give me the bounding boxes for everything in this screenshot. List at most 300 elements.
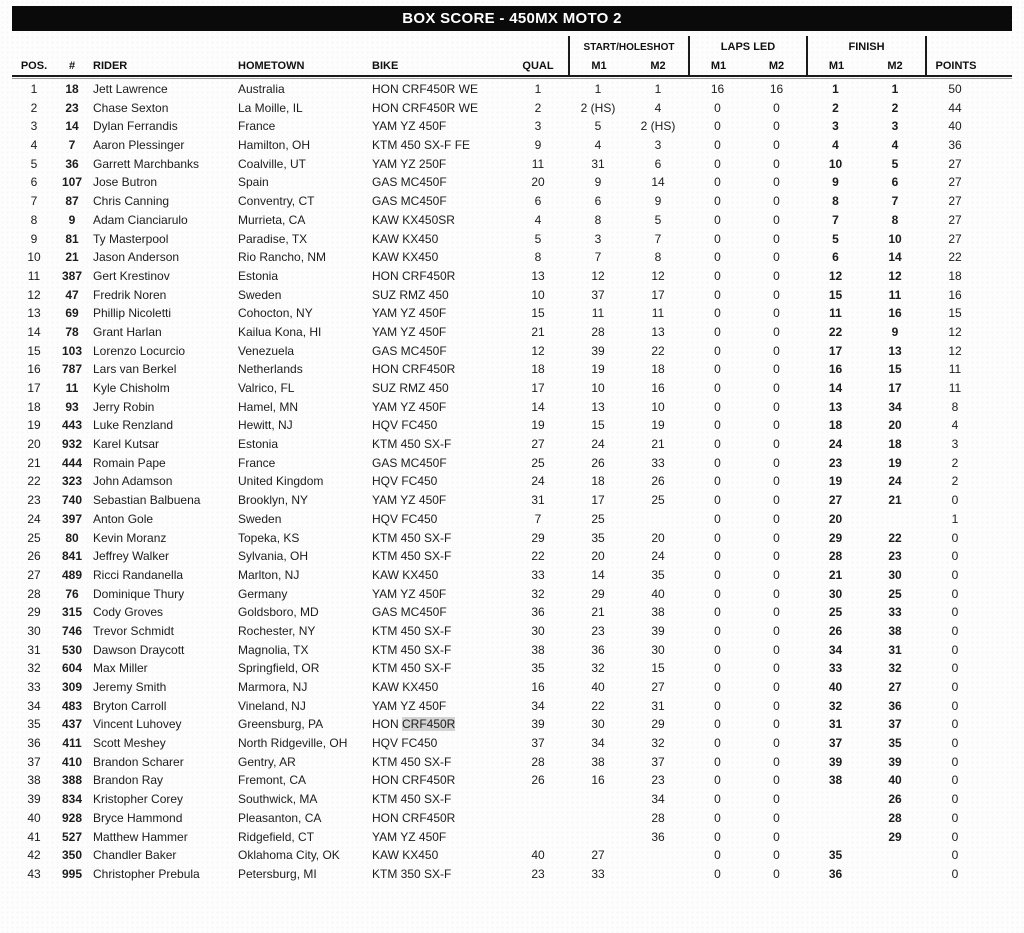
cell: 0 bbox=[714, 231, 721, 246]
cell: 14 bbox=[591, 567, 605, 582]
cell: Hamilton, OH bbox=[238, 138, 311, 153]
cell: 36 bbox=[27, 736, 41, 751]
cell: 0 bbox=[773, 661, 780, 676]
cell: 0 bbox=[951, 810, 959, 825]
cell: KAW KX450SR bbox=[372, 212, 455, 227]
cell: 444 bbox=[61, 455, 83, 470]
cell: 4 bbox=[654, 100, 662, 115]
table-row bbox=[12, 398, 1012, 417]
cell: Jeffrey Walker bbox=[93, 549, 170, 564]
cell: 6 bbox=[30, 175, 38, 190]
cell bbox=[508, 809, 568, 828]
cell: 30 bbox=[27, 623, 41, 638]
cell: KTM 450 SX-F bbox=[372, 549, 452, 564]
cell: 0 bbox=[951, 549, 959, 564]
column-header-rider: RIDER bbox=[93, 60, 128, 72]
cell: Ridgefield, CT bbox=[238, 829, 315, 844]
cell: 37 bbox=[828, 736, 843, 751]
cell: 28 bbox=[888, 810, 902, 825]
cell: 9 bbox=[832, 175, 839, 190]
cell: 37 bbox=[591, 287, 605, 302]
cell: 0 bbox=[714, 493, 721, 508]
cell: 0 bbox=[773, 100, 780, 115]
cell: 0 bbox=[773, 268, 780, 283]
cell: Valrico, FL bbox=[238, 381, 295, 395]
cell: Sweden bbox=[238, 287, 282, 302]
cell: 0 bbox=[714, 474, 721, 489]
cell: 14 bbox=[651, 175, 665, 190]
cell: Kyle Chisholm bbox=[93, 381, 170, 395]
cell: 11 bbox=[888, 287, 902, 302]
cell: 0 bbox=[773, 306, 780, 321]
cell: 27 bbox=[948, 231, 962, 246]
table-row bbox=[12, 136, 1012, 155]
cell: 23 bbox=[888, 549, 902, 564]
table-row bbox=[12, 435, 1012, 454]
cell bbox=[806, 828, 865, 847]
cell: 0 bbox=[773, 212, 780, 227]
cell: YAM YZ 450F bbox=[372, 493, 447, 508]
cell: 30 bbox=[531, 623, 545, 638]
table-row bbox=[12, 697, 1012, 716]
cell: Greensburg, PA bbox=[238, 717, 324, 732]
cell: HQV FC450 bbox=[372, 474, 438, 489]
cell: 38 bbox=[888, 623, 902, 638]
cell: 8 bbox=[654, 250, 662, 265]
cell: 0 bbox=[714, 250, 721, 265]
cell: 604 bbox=[61, 661, 83, 676]
cell: 18 bbox=[651, 362, 665, 377]
cell: Netherlands bbox=[238, 362, 303, 377]
cell: 8 bbox=[594, 212, 602, 227]
table-row bbox=[12, 715, 1012, 734]
cell: 15 bbox=[591, 418, 605, 433]
cell: 38 bbox=[531, 642, 545, 657]
table-row bbox=[12, 286, 1012, 305]
table-row bbox=[12, 472, 1012, 491]
cell: Dylan Ferrandis bbox=[93, 119, 178, 134]
cell: 23 bbox=[651, 773, 665, 788]
cell: YAM YZ 450F bbox=[372, 119, 447, 134]
cell: HON CRF450R WE bbox=[372, 100, 479, 115]
cell: 14 bbox=[531, 399, 545, 414]
cell bbox=[628, 846, 688, 865]
cell: Chandler Baker bbox=[93, 848, 177, 863]
cell: 31 bbox=[591, 156, 605, 171]
column-header-start-m1: M1 bbox=[568, 57, 628, 75]
cell: 27 bbox=[591, 848, 605, 863]
cell: 10 bbox=[828, 156, 843, 171]
cell: 0 bbox=[773, 605, 780, 620]
cell: 3 bbox=[654, 138, 662, 153]
cell: 28 bbox=[531, 754, 545, 769]
cell: 11 bbox=[65, 381, 79, 395]
cell: 31 bbox=[531, 493, 545, 508]
cell: 37 bbox=[27, 754, 41, 769]
cell: 443 bbox=[61, 418, 83, 433]
cell: 7 bbox=[654, 231, 662, 246]
cell: 0 bbox=[714, 736, 721, 751]
cell: Estonia bbox=[238, 437, 279, 452]
cell: 13 bbox=[828, 399, 843, 414]
cell: 39 bbox=[888, 754, 902, 769]
cell: 26 bbox=[531, 773, 545, 788]
cell: 4 bbox=[891, 138, 899, 153]
cell: 6 bbox=[832, 250, 839, 265]
cell: 17 bbox=[651, 287, 665, 302]
cell: 31 bbox=[651, 698, 665, 713]
cell: Germany bbox=[238, 586, 288, 601]
group-header-start-holeshot: START/HOLESHOT bbox=[568, 36, 688, 59]
cell: Vincent Luhovey bbox=[93, 717, 182, 732]
group-spacer bbox=[12, 36, 568, 59]
cell: 16 bbox=[888, 306, 902, 321]
cell bbox=[508, 790, 568, 809]
cell: 16 bbox=[769, 82, 784, 96]
cell: 3 bbox=[594, 231, 602, 246]
cell: 36 bbox=[65, 156, 79, 171]
column-header-laps-m2: M2 bbox=[768, 60, 785, 72]
table-row bbox=[12, 342, 1012, 361]
cell: 9 bbox=[891, 324, 899, 339]
cell bbox=[628, 510, 688, 529]
cell: KTM 450 SX-F FE bbox=[372, 138, 471, 153]
cell: 10 bbox=[651, 399, 665, 414]
cell: 29 bbox=[591, 586, 605, 601]
table-row bbox=[12, 585, 1012, 604]
cell: 18 bbox=[828, 418, 843, 433]
cell: Dawson Draycott bbox=[93, 642, 185, 657]
cell: Adam Cianciarulo bbox=[93, 212, 188, 227]
cell: Trevor Schmidt bbox=[93, 623, 174, 638]
cell: 39 bbox=[651, 623, 665, 638]
cell: 309 bbox=[61, 680, 83, 694]
cell: 24 bbox=[531, 474, 545, 489]
cell: 38 bbox=[828, 773, 843, 788]
cell: 6 bbox=[654, 156, 662, 171]
cell: 6 bbox=[594, 194, 602, 209]
cell: 0 bbox=[773, 549, 780, 564]
cell: 0 bbox=[714, 399, 721, 414]
cell: 0 bbox=[773, 848, 780, 863]
cell: 21 bbox=[65, 250, 79, 265]
cell bbox=[806, 809, 865, 828]
cell: Rio Rancho, NM bbox=[238, 250, 327, 265]
cell: 0 bbox=[714, 324, 721, 339]
cell: 25 bbox=[651, 493, 665, 508]
cell: GAS MC450F bbox=[372, 343, 447, 358]
cell: Chris Canning bbox=[93, 194, 170, 209]
cell: 32 bbox=[27, 661, 41, 676]
cell: 31 bbox=[828, 717, 843, 732]
cell: 0 bbox=[714, 381, 721, 395]
cell: 0 bbox=[773, 866, 780, 881]
cell: 11 bbox=[948, 362, 962, 377]
cell bbox=[628, 865, 688, 884]
cell: 12 bbox=[888, 268, 902, 283]
cell: Scott Meshey bbox=[93, 736, 166, 751]
cell: Jeremy Smith bbox=[93, 680, 167, 694]
cell: Fredrik Noren bbox=[93, 287, 167, 302]
table-row bbox=[12, 659, 1012, 678]
cell: Estonia bbox=[238, 268, 279, 283]
cell: 15 bbox=[531, 306, 545, 321]
cell: Sylvania, OH bbox=[238, 549, 309, 564]
cell: 38 bbox=[651, 605, 665, 620]
cell: 0 bbox=[951, 680, 959, 694]
cell: HQV FC450 bbox=[372, 418, 438, 433]
column-header-hometown: HOMETOWN bbox=[238, 60, 305, 72]
cell: 18 bbox=[948, 268, 962, 283]
table-row bbox=[12, 622, 1012, 641]
cell: Cohocton, NY bbox=[238, 306, 313, 321]
cell: 12 bbox=[531, 343, 545, 358]
cell: 25 bbox=[888, 586, 902, 601]
cell: 0 bbox=[714, 175, 721, 190]
cell bbox=[865, 510, 925, 529]
cell: 13 bbox=[651, 324, 665, 339]
cell: Ty Masterpool bbox=[93, 231, 169, 246]
cell: 0 bbox=[951, 586, 959, 601]
cell: 0 bbox=[714, 418, 721, 433]
cell: 0 bbox=[714, 605, 721, 620]
cell: 18 bbox=[65, 82, 79, 96]
cell: 0 bbox=[951, 530, 959, 545]
cell bbox=[865, 865, 925, 884]
cell: GAS MC450F bbox=[372, 605, 447, 620]
cell: 7 bbox=[891, 194, 899, 209]
cell bbox=[865, 846, 925, 865]
cell: 1 bbox=[654, 82, 662, 96]
cell: 0 bbox=[951, 661, 959, 676]
cell: 35 bbox=[591, 530, 605, 545]
cell: Jose Butron bbox=[93, 175, 158, 190]
table-row bbox=[12, 230, 1012, 249]
table-row bbox=[12, 360, 1012, 379]
cell: 22 bbox=[651, 343, 665, 358]
table-row bbox=[12, 566, 1012, 585]
cell: 0 bbox=[951, 866, 959, 881]
cell: Kailua Kona, HI bbox=[238, 324, 322, 339]
cell: 15 bbox=[651, 661, 665, 676]
column-header-qual: QUAL bbox=[522, 60, 554, 72]
cell: 1 bbox=[594, 82, 602, 96]
cell: 437 bbox=[61, 717, 83, 732]
cell: 4 bbox=[832, 138, 839, 153]
table-row bbox=[12, 117, 1012, 136]
cell: Lorenzo Locurcio bbox=[93, 343, 186, 358]
cell: France bbox=[238, 119, 276, 134]
cell: 17 bbox=[828, 343, 843, 358]
cell: 315 bbox=[61, 605, 83, 620]
cell: 0 bbox=[714, 343, 721, 358]
column-header-finish-m2: M2 bbox=[887, 60, 903, 72]
cell: United Kingdom bbox=[238, 474, 324, 489]
cell: 0 bbox=[714, 792, 721, 807]
cell: 22 bbox=[27, 474, 41, 489]
table-row bbox=[12, 809, 1012, 828]
cell: 11 bbox=[651, 306, 665, 321]
cell: 27 bbox=[828, 493, 843, 508]
cell: YAM YZ 450F bbox=[372, 324, 447, 339]
cell: Anton Gole bbox=[93, 511, 154, 526]
table-row bbox=[12, 267, 1012, 286]
cell: 17 bbox=[591, 493, 605, 508]
table-row bbox=[12, 641, 1012, 660]
cell: 39 bbox=[828, 754, 843, 769]
cell: Pleasanton, CA bbox=[238, 810, 322, 825]
cell: 0 bbox=[773, 287, 780, 302]
cell: 28 bbox=[828, 549, 843, 564]
cell: 21 bbox=[888, 493, 902, 508]
cell: 103 bbox=[61, 343, 83, 358]
cell: 27 bbox=[948, 194, 962, 209]
cell: 35 bbox=[27, 717, 41, 732]
cell: 0 bbox=[714, 455, 721, 470]
cell: 31 bbox=[27, 642, 41, 657]
cell: 23 bbox=[828, 455, 843, 470]
cell: 30 bbox=[591, 717, 605, 732]
cell: 30 bbox=[888, 567, 902, 582]
cell: YAM YZ 450F bbox=[372, 306, 447, 321]
cell: 0 bbox=[773, 736, 780, 751]
cell: 0 bbox=[714, 530, 721, 545]
cell: 0 bbox=[773, 324, 780, 339]
cell: 0 bbox=[714, 511, 721, 526]
cell: 27 bbox=[27, 567, 41, 582]
cell: Luke Renzland bbox=[93, 418, 174, 433]
cell: Topeka, KS bbox=[238, 530, 300, 545]
cell: Paradise, TX bbox=[238, 231, 308, 246]
table-row bbox=[12, 99, 1012, 118]
cell: 25 bbox=[531, 455, 545, 470]
cell: 0 bbox=[714, 268, 721, 283]
cell: 9 bbox=[654, 194, 662, 209]
cell: 0 bbox=[773, 773, 780, 788]
cell: 76 bbox=[65, 586, 79, 601]
cell: 33 bbox=[531, 567, 545, 582]
cell: 38 bbox=[591, 754, 605, 769]
cell: 20 bbox=[828, 511, 843, 526]
cell: 10 bbox=[27, 250, 41, 265]
cell: Magnolia, TX bbox=[238, 642, 309, 657]
cell: 0 bbox=[951, 605, 959, 620]
cell bbox=[568, 790, 628, 809]
cell: 0 bbox=[773, 717, 780, 732]
cell: 26 bbox=[651, 474, 665, 489]
table-row bbox=[12, 155, 1012, 174]
group-header-end-spacer bbox=[925, 36, 985, 59]
cell: 50 bbox=[948, 82, 962, 96]
cell: 32 bbox=[651, 736, 665, 751]
cell: 8 bbox=[832, 194, 839, 209]
cell: 7 bbox=[594, 250, 602, 265]
cell: Bryce Hammond bbox=[93, 810, 183, 825]
table-row bbox=[12, 828, 1012, 847]
cell: 37 bbox=[651, 754, 665, 769]
highlighted-text: CRF450R bbox=[402, 717, 456, 732]
cell: 746 bbox=[61, 623, 83, 638]
cell: 30 bbox=[651, 642, 665, 657]
cell: 0 bbox=[951, 754, 959, 769]
table-row bbox=[12, 416, 1012, 435]
cell: 0 bbox=[773, 530, 780, 545]
cell: 7 bbox=[30, 194, 38, 209]
cell: 17 bbox=[27, 381, 41, 395]
cell: 0 bbox=[773, 474, 780, 489]
cell: 0 bbox=[714, 810, 721, 825]
cell: Fremont, CA bbox=[238, 773, 307, 788]
table-row bbox=[12, 304, 1012, 323]
cell: HON CRF450R WE bbox=[372, 82, 479, 96]
cell: HON CRF450R bbox=[372, 810, 456, 825]
cell: John Adamson bbox=[93, 474, 173, 489]
cell: 69 bbox=[65, 306, 79, 321]
cell: KAW KX450 bbox=[372, 680, 439, 694]
cell: 6 bbox=[534, 194, 542, 209]
cell: Dominique Thury bbox=[93, 586, 185, 601]
cell: 40 bbox=[591, 680, 605, 694]
cell: SUZ RMZ 450 bbox=[372, 287, 449, 302]
cell: 0 bbox=[714, 848, 721, 863]
cell: Jason Anderson bbox=[93, 250, 180, 265]
cell: 18 bbox=[591, 474, 605, 489]
cell: 397 bbox=[61, 511, 83, 526]
cell: KTM 450 SX-F bbox=[372, 792, 452, 807]
cell: 2 (HS) bbox=[580, 100, 616, 115]
cell: YAM YZ 450F bbox=[372, 829, 447, 844]
table-row bbox=[12, 771, 1012, 790]
cell: 0 bbox=[714, 100, 721, 115]
cell: 43 bbox=[27, 866, 41, 881]
cell: 39 bbox=[591, 343, 605, 358]
cell: 3 bbox=[534, 119, 542, 134]
cell: GAS MC450F bbox=[372, 455, 447, 470]
cell: 80 bbox=[65, 530, 79, 545]
cell: 34 bbox=[27, 698, 41, 713]
cell: 8 bbox=[30, 212, 38, 227]
cell: 834 bbox=[61, 792, 83, 807]
cell: 33 bbox=[27, 680, 41, 694]
cell: 16 bbox=[948, 287, 962, 302]
cell: 0 bbox=[951, 642, 959, 657]
cell: 16 bbox=[27, 362, 41, 377]
cell: GAS MC450F bbox=[372, 194, 447, 209]
cell: 1 bbox=[891, 82, 899, 96]
cell: Vineland, NJ bbox=[238, 698, 306, 713]
cell: 42 bbox=[27, 848, 41, 863]
cell: 21 bbox=[27, 455, 41, 470]
cell: 16 bbox=[710, 82, 725, 96]
table-row bbox=[12, 454, 1012, 473]
cell: 2 bbox=[951, 474, 959, 489]
cell: Murrieta, CA bbox=[238, 212, 306, 227]
table-row bbox=[12, 529, 1012, 548]
cell: 0 bbox=[773, 119, 780, 134]
cell: 33 bbox=[888, 605, 902, 620]
column-header-points: POINTS bbox=[925, 57, 985, 75]
cell: 740 bbox=[61, 493, 83, 508]
cell: Brooklyn, NY bbox=[238, 493, 309, 508]
cell: 0 bbox=[951, 698, 959, 713]
cell: North Ridgeville, OH bbox=[238, 736, 348, 751]
cell: 12 bbox=[828, 268, 843, 283]
cell: 23 bbox=[591, 623, 605, 638]
table-row bbox=[12, 790, 1012, 809]
cell: 0 bbox=[714, 623, 721, 638]
cell: 387 bbox=[61, 268, 83, 283]
cell: 28 bbox=[27, 586, 41, 601]
